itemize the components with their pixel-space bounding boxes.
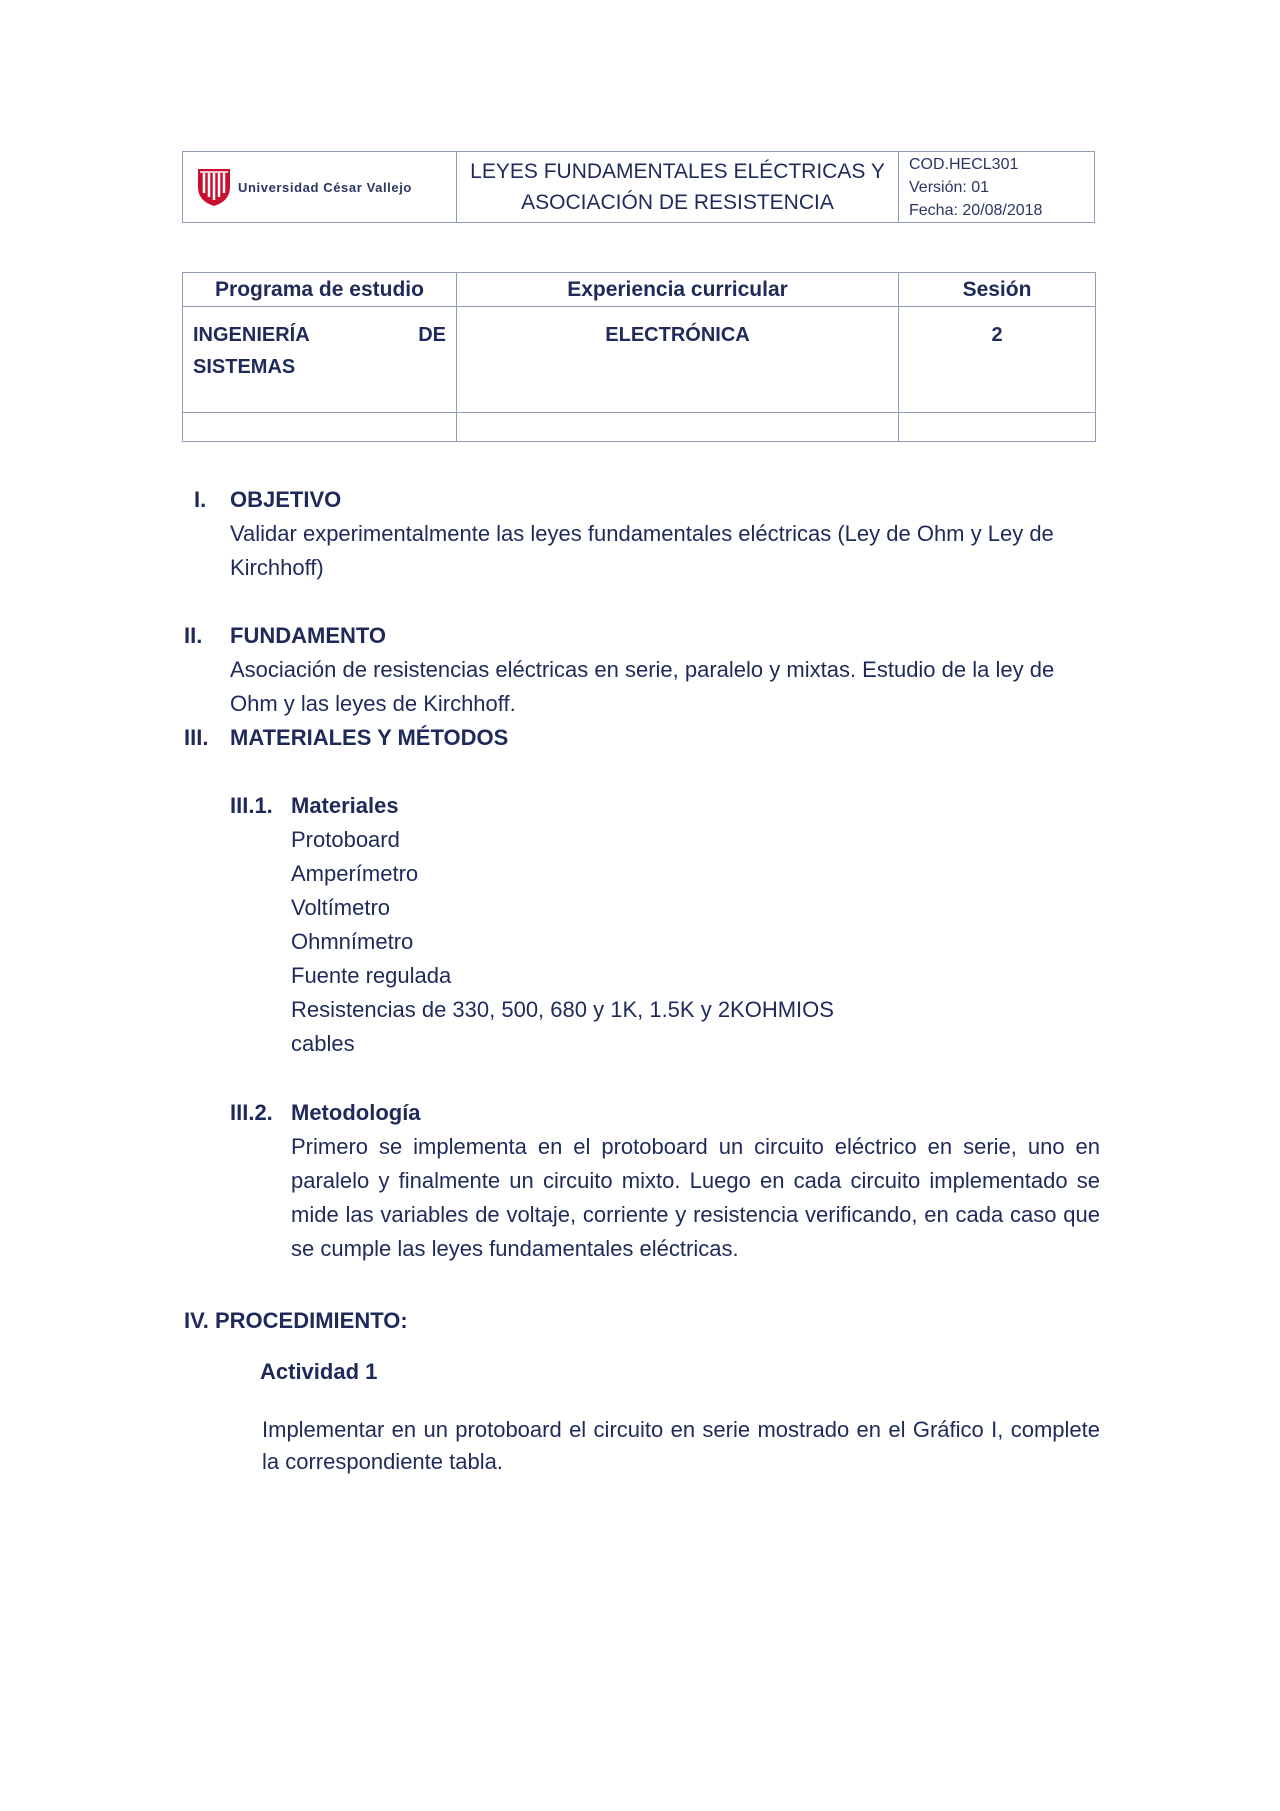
section-1-title: OBJETIVO: [230, 487, 342, 512]
section-1-number: I.: [194, 487, 207, 512]
document-date: Fecha: 20/08/2018: [909, 201, 1043, 219]
title-line-1: LEYES FUNDAMENTALES ELÉCTRICAS Y: [470, 160, 885, 183]
list-item: Fuente regulada: [291, 963, 452, 988]
col-header-program: Programa de estudio: [183, 273, 457, 307]
list-item: Voltímetro: [291, 895, 391, 920]
subsection-3-2-number: III.2.: [230, 1100, 273, 1125]
section-3-title: MATERIALES Y MÉTODOS: [230, 725, 509, 750]
document-title: [457, 152, 899, 222]
activity-text: Implementar en un protoboard el circuito en serie mostrado en el Gráfico I, complete la correspondiente tabla.: [262, 1417, 1100, 1474]
list-item: Protoboard: [291, 827, 400, 852]
section-2-title: FUNDAMENTO: [230, 623, 387, 648]
subsection-3-2-text: Primero se implementa en el protoboard un circuito eléctrico en serie, uno en paralelo y finalmente un circuito mixto. Luego en cada circuito implementado se mide las variables de voltaje, corriente y resistencia verificando, en cada caso que se cumple las leyes fundamentales eléctricas.: [291, 1134, 1100, 1261]
program-line-2: SISTEMAS: [193, 356, 296, 378]
empty-cell: [899, 413, 1096, 442]
program-cell: [183, 307, 457, 413]
program-table-empty-row: [183, 413, 1096, 442]
title-line-2: ASOCIACIÓN DE RESISTENCIA: [521, 191, 834, 214]
col-header-session: Sesión: [899, 273, 1096, 307]
subsection-3-1-number: III.1.: [230, 793, 273, 818]
section-4-title: IV. PROCEDIMIENTO:: [184, 1308, 408, 1333]
section-3-number: III.: [184, 725, 209, 750]
list-item: Ohmnímetro: [291, 929, 414, 954]
session-cell: 2: [899, 307, 1096, 413]
empty-cell: [457, 413, 899, 442]
activity-title: Actividad 1: [260, 1359, 378, 1384]
university-name: Universidad César Vallejo: [238, 179, 412, 195]
program-table-row: [183, 307, 1096, 413]
section-2-text: Asociación de resistencias eléctricas en serie, paralelo y mixtas. Estudio de la ley de Ohm y las leyes de Kirchhoff.: [230, 657, 1055, 716]
section-2-number: II.: [184, 623, 203, 648]
program-word-2: DE: [418, 324, 446, 346]
list-item: Resistencias de 330, 500, 680 y 1K, 1.5K y 2KOHMIOS: [291, 997, 834, 1022]
list-item: Amperímetro: [291, 861, 419, 886]
col-header-course: Experiencia curricular: [457, 273, 899, 307]
subsection-3-1-title: Materiales: [291, 793, 399, 818]
document-version: Versión: 01: [909, 178, 990, 196]
header-table: [182, 151, 1095, 223]
materials-list: [291, 823, 834, 1061]
course-cell: ELECTRÓNICA: [457, 307, 899, 413]
program-table-header-row: [183, 273, 1096, 307]
section-1-text: Validar experimentalmente las leyes fundamentales eléctricas (Ley de Ohm y Ley de Kirchhoff): [230, 521, 1054, 580]
document-meta: [899, 152, 1094, 222]
university-logo-cell: [183, 152, 457, 222]
list-item: cables: [291, 1031, 355, 1056]
document-code: COD.HECL301: [909, 155, 1019, 173]
subsection-3-2-title: Metodología: [291, 1100, 421, 1125]
university-shield-icon: [196, 167, 232, 207]
program-table: [182, 272, 1096, 442]
program-word-1: INGENIERÍA: [193, 324, 310, 346]
empty-cell: [183, 413, 457, 442]
